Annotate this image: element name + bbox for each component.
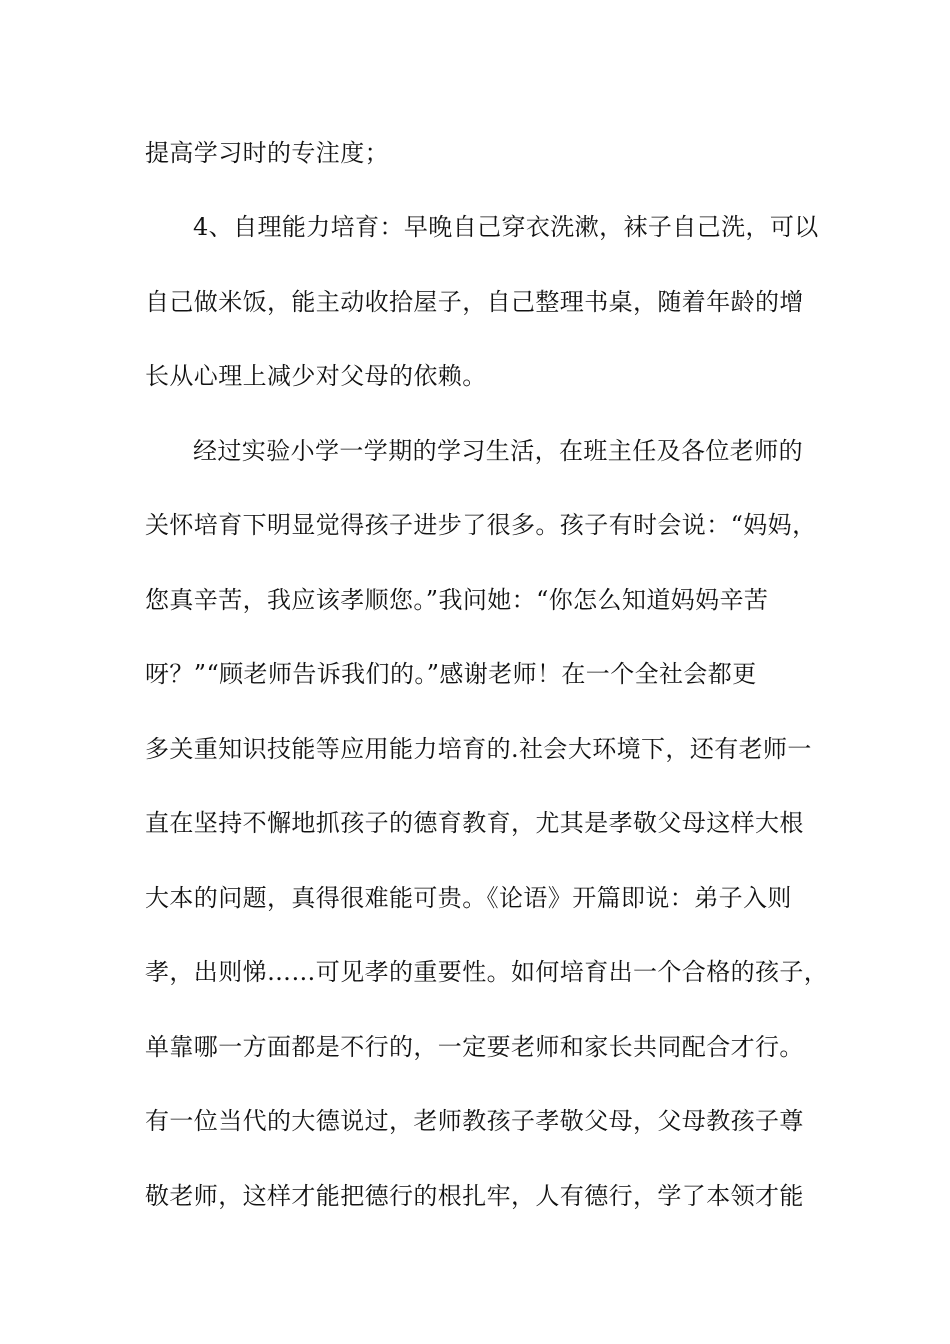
text-line-3: 自己做米饭，能主动收拾屋子，自己整理书桌，随着年龄的增 bbox=[145, 288, 804, 316]
text-line-12: 孝，出则悌……可见孝的重要性。如何培育出一个合格的孩子， bbox=[145, 958, 829, 986]
text-line-4: 长从心理上减少对父母的依赖。 bbox=[145, 362, 487, 390]
text-line-15: 敬老师，这样才能把德行的根扎牢，人有德行，学了本领才能 bbox=[145, 1182, 804, 1210]
text-line-8: 呀？”“顾老师告诉我们的。”感谢老师！在一个全社会都更 bbox=[145, 660, 757, 688]
text-line-1: 提高学习时的专注度； bbox=[145, 139, 389, 167]
text-line-6: 关怀培育下明显觉得孩子进步了很多。孩子有时会说：“妈妈， bbox=[145, 511, 817, 539]
text-line-13: 单靠哪一方面都是不行的，一定要老师和家长共同配合才行。 bbox=[145, 1033, 804, 1061]
text-line-2: 4、自理能力培育：早晚自己穿衣洗漱，袜子自己洗，可以 bbox=[193, 213, 819, 241]
text-line-10: 直在坚持不懈地抓孩子的德育教育，尤其是孝敬父母这样大根 bbox=[145, 809, 804, 837]
text-line-14: 有一位当代的大德说过，老师教孩子孝敬父母，父母教孩子尊 bbox=[145, 1107, 804, 1135]
text-line-9: 多关重知识技能等应用能力培育的.社会大环境下，还有老师一 bbox=[145, 735, 812, 763]
text-line-5: 经过实验小学一学期的学习生活，在班主任及各位老师的 bbox=[193, 437, 803, 465]
text-line-7: 您真辛苦，我应该孝顺您。”我问她：“你怎么知道妈妈辛苦 bbox=[145, 586, 769, 614]
text-line-11: 大本的问题，真得很难能可贵。《论语》开篇即说：弟子入则 bbox=[145, 884, 792, 912]
